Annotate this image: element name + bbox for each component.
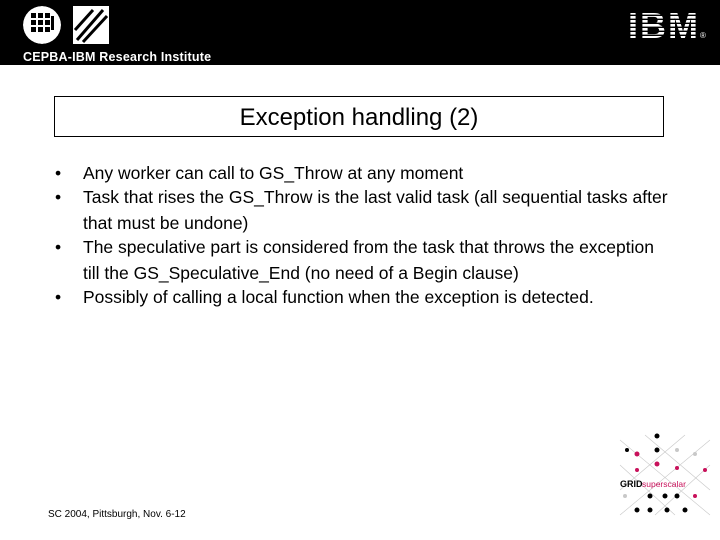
slide-title: Exception handling (2) xyxy=(239,104,479,131)
grid-logo-word2: superscalar xyxy=(642,479,686,489)
bullet-text: Task that rises the GS_Throw is the last valid task (all sequential tasks after that must be undone) xyxy=(83,187,668,233)
slide-title-box xyxy=(54,96,664,137)
grid-logo-word1: GRID xyxy=(620,479,643,489)
upc-logo xyxy=(23,6,61,44)
header-bar xyxy=(0,0,720,65)
bullet-text: Possibly of calling a local function when the exception is detected. xyxy=(83,287,594,307)
department-logo xyxy=(73,6,109,44)
bullet-text: The speculative part is considered from the task that throws the exception till the GS_Speculative_End (no need of a Begin clause) xyxy=(83,237,654,283)
institute-name: CEPBA-IBM Research Institute xyxy=(23,50,212,64)
bullet-marker: • xyxy=(55,237,62,257)
list-item xyxy=(55,160,675,186)
ibm-registered-mark: ® xyxy=(700,31,706,40)
list-item xyxy=(55,234,675,286)
list-item xyxy=(55,284,675,310)
bullet-list xyxy=(55,160,675,308)
bullet-marker: • xyxy=(55,187,62,207)
bullet-marker: • xyxy=(55,287,62,307)
ibm-logo xyxy=(628,8,708,42)
grid-superscalar-logo xyxy=(615,430,715,520)
footer-text: SC 2004, Pittsburgh, Nov. 6-12 xyxy=(48,509,186,520)
bullet-text: Any worker can call to GS_Throw at any moment xyxy=(83,163,464,183)
bullet-marker: • xyxy=(55,163,62,183)
list-item xyxy=(55,184,675,236)
ibm-logo-text: IBM xyxy=(628,8,698,42)
